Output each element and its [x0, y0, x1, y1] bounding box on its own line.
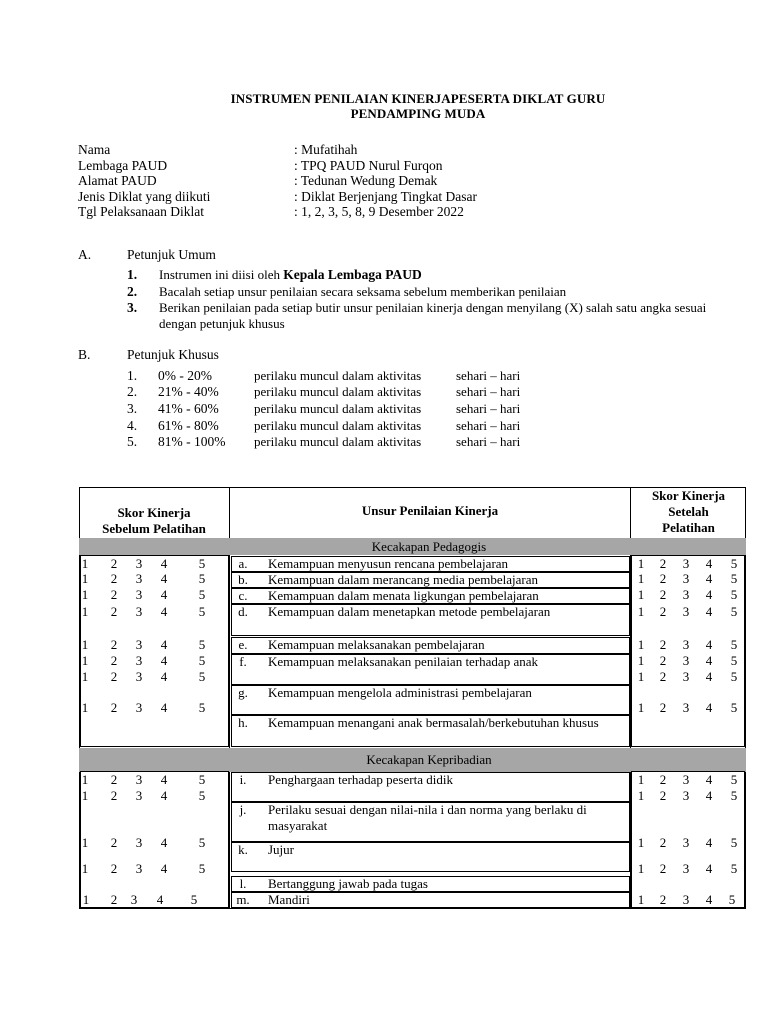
- score-option[interactable]: 1: [81, 669, 89, 684]
- item-letter: f.: [239, 654, 247, 669]
- score-option[interactable]: 3: [135, 700, 143, 715]
- item-letter: a.: [238, 556, 248, 571]
- item-text: Perilaku sesuai dengan nilai-nila i dan norma yang berlaku di masyarakat: [268, 802, 587, 833]
- score-option[interactable]: 4: [160, 587, 168, 602]
- score-option[interactable]: 5: [198, 669, 206, 684]
- item-letter: l.: [239, 876, 247, 891]
- score-option[interactable]: 3: [682, 772, 690, 787]
- item-text: Mandiri: [268, 892, 310, 907]
- score-option[interactable]: 1: [637, 604, 645, 619]
- score-option[interactable]: 5: [730, 556, 738, 571]
- score-option[interactable]: 2: [110, 835, 118, 850]
- score-option[interactable]: 5: [198, 861, 206, 876]
- score-option[interactable]: 2: [659, 892, 667, 907]
- score-option[interactable]: 1: [81, 772, 89, 787]
- score-option[interactable]: 1: [637, 892, 645, 907]
- header-line: Skor Kinerja: [651, 488, 726, 503]
- item-number: 2.: [127, 384, 138, 399]
- score-option[interactable]: 3: [135, 669, 143, 684]
- header-line: Skor Kinerja: [117, 505, 191, 520]
- score-after-row: [79, 772, 746, 788]
- item-letter: b.: [238, 572, 248, 587]
- item-description: perilaku muncul dalam aktivitas: [254, 401, 422, 416]
- score-option[interactable]: 3: [135, 835, 143, 850]
- assessment-table: [79, 487, 746, 909]
- score-option[interactable]: 2: [110, 788, 118, 803]
- score-option[interactable]: 4: [705, 556, 713, 571]
- item-text: Penghargaan terhadap peserta didik: [268, 772, 453, 787]
- score-option[interactable]: 3: [135, 861, 143, 876]
- score-option[interactable]: 2: [659, 669, 667, 684]
- score-option[interactable]: 1: [637, 835, 645, 850]
- score-option[interactable]: 1: [81, 861, 89, 876]
- score-option[interactable]: 2: [110, 772, 118, 787]
- score-option[interactable]: 3: [135, 604, 143, 619]
- category-row-pedagogis: [79, 538, 746, 555]
- item-frequency: sehari – hari: [456, 434, 521, 449]
- item-letter: e.: [238, 637, 248, 652]
- header-before-training: [79, 505, 229, 537]
- score-after-row: [79, 892, 746, 908]
- score-after-row: [79, 669, 746, 685]
- score-option[interactable]: 1: [81, 604, 89, 619]
- score-option[interactable]: 2: [659, 835, 667, 850]
- item-description: perilaku muncul dalam aktivitas: [254, 368, 422, 383]
- score-option[interactable]: 3: [682, 700, 690, 715]
- score-option[interactable]: 4: [160, 700, 168, 715]
- score-option[interactable]: 4: [705, 835, 713, 850]
- score-after-row: [79, 788, 746, 804]
- item-letter: g.: [238, 685, 248, 700]
- score-option[interactable]: 1: [81, 835, 89, 850]
- info-value: : 1, 2, 3, 5, 8, 9 Desember 2022: [294, 204, 464, 219]
- score-option[interactable]: 5: [730, 604, 738, 619]
- score-after-row: [79, 556, 746, 572]
- score-option[interactable]: 2: [659, 653, 667, 668]
- score-option[interactable]: 3: [135, 587, 143, 602]
- item-text: Kemampuan melaksanakan pembelajaran: [268, 637, 485, 652]
- percent-range: 0% - 20%: [158, 368, 212, 383]
- score-option[interactable]: 4: [705, 788, 713, 803]
- score-option[interactable]: 1: [637, 587, 645, 602]
- score-option[interactable]: 4: [705, 604, 713, 619]
- info-label: Jenis Diklat yang diikuti: [78, 189, 211, 204]
- score-option[interactable]: 5: [198, 835, 206, 850]
- score-option[interactable]: 4: [705, 637, 713, 652]
- info-label: Tgl Pelaksanaan Diklat: [78, 204, 204, 219]
- score-option[interactable]: 4: [160, 637, 168, 652]
- score-option[interactable]: 5: [198, 587, 206, 602]
- score-option[interactable]: 1: [637, 653, 645, 668]
- item-text: Kemampuan menangani anak bermasalah/berkebutuhan khusus: [268, 715, 599, 730]
- category-label: Kecakapan Kepribadian: [366, 752, 492, 767]
- score-option[interactable]: 4: [160, 556, 168, 571]
- item-frequency: sehari – hari: [456, 418, 521, 433]
- score-option[interactable]: 5: [730, 700, 738, 715]
- score-option[interactable]: 2: [659, 861, 667, 876]
- item-number: 2.: [127, 284, 138, 299]
- score-option[interactable]: 4: [160, 653, 168, 668]
- header-assessment-element: Unsur Penilaian Kinerja: [361, 503, 499, 518]
- item-number: 3.: [127, 300, 138, 315]
- score-option[interactable]: 3: [682, 861, 690, 876]
- score-option[interactable]: 5: [730, 637, 738, 652]
- score-option[interactable]: 5: [730, 571, 738, 586]
- item-text: Berikan penilaian pada setiap butir unsur penilaian kinerja dengan menyilang (X) salah satu angka sesuai dengan petunjuk khusus: [159, 300, 707, 331]
- score-option[interactable]: 3: [135, 556, 143, 571]
- score-after-row: [79, 653, 746, 669]
- score-option[interactable]: 4: [160, 772, 168, 787]
- score-after-row: [79, 861, 746, 877]
- info-label: Alamat PAUD: [78, 173, 157, 188]
- document-title-line2: PENDAMPING MUDA: [350, 106, 486, 121]
- score-option[interactable]: 1: [81, 637, 89, 652]
- score-option[interactable]: 4: [160, 669, 168, 684]
- score-option[interactable]: 3: [682, 835, 690, 850]
- score-option[interactable]: 4: [160, 604, 168, 619]
- score-after-row: [79, 571, 746, 587]
- score-option[interactable]: 5: [730, 835, 738, 850]
- category-row-kepribadian: [79, 748, 746, 772]
- score-option[interactable]: 1: [637, 772, 645, 787]
- percent-range: 81% - 100%: [158, 434, 226, 449]
- score-option[interactable]: 1: [637, 669, 645, 684]
- score-option[interactable]: 2: [110, 637, 118, 652]
- item-letter: i.: [239, 772, 247, 787]
- score-option[interactable]: 4: [705, 700, 713, 715]
- score-option[interactable]: 1: [637, 571, 645, 586]
- score-option[interactable]: 2: [110, 587, 118, 602]
- score-option[interactable]: 3: [682, 637, 690, 652]
- score-option[interactable]: 1: [81, 700, 89, 715]
- item-frequency: sehari – hari: [456, 368, 521, 383]
- score-option[interactable]: 5: [730, 587, 738, 602]
- score-option[interactable]: 4: [705, 772, 713, 787]
- score-option[interactable]: 1: [81, 571, 89, 586]
- score-option[interactable]: 1: [637, 556, 645, 571]
- item-letter: h.: [238, 715, 248, 730]
- score-option[interactable]: 1: [81, 653, 89, 668]
- info-label: Lembaga PAUD: [78, 158, 168, 173]
- item-text: Kemampuan dalam menetapkan metode pembelajaran: [268, 604, 551, 619]
- score-option[interactable]: 3: [682, 556, 690, 571]
- header-after-training: [631, 488, 746, 536]
- score-option[interactable]: 3: [135, 772, 143, 787]
- score-option[interactable]: 2: [110, 700, 118, 715]
- item-text: Kemampuan dalam menata ligkungan pembelajaran: [268, 588, 539, 603]
- score-option[interactable]: 5: [198, 571, 206, 586]
- score-option[interactable]: 3: [682, 653, 690, 668]
- score-option[interactable]: 2: [659, 587, 667, 602]
- score-option[interactable]: 5: [198, 772, 206, 787]
- item-description: perilaku muncul dalam aktivitas: [254, 384, 422, 399]
- item-number: 5.: [127, 434, 138, 449]
- score-option[interactable]: 2: [659, 788, 667, 803]
- item-frequency: sehari – hari: [456, 384, 521, 399]
- item-letter: j.: [239, 802, 247, 817]
- score-option[interactable]: 2: [110, 892, 118, 907]
- score-option[interactable]: 3: [135, 637, 143, 652]
- score-after-row: [79, 835, 746, 851]
- score-option[interactable]: 3: [130, 892, 138, 907]
- score-after-row: [79, 637, 746, 653]
- score-option[interactable]: 2: [659, 772, 667, 787]
- item-number: 3.: [127, 401, 138, 416]
- score-option[interactable]: 3: [135, 653, 143, 668]
- item-letter: d.: [238, 604, 248, 619]
- item-description: perilaku muncul dalam aktivitas: [254, 418, 422, 433]
- score-option[interactable]: 2: [659, 571, 667, 586]
- item-text: Bertanggung jawab pada tugas: [268, 876, 428, 891]
- score-option[interactable]: 2: [110, 571, 118, 586]
- item-text: Kemampuan mengelola administrasi pembelajaran: [268, 685, 532, 700]
- score-option[interactable]: 2: [110, 604, 118, 619]
- score-option[interactable]: 5: [198, 556, 206, 571]
- score-option[interactable]: 2: [659, 604, 667, 619]
- category-label: Kecakapan Pedagogis: [371, 539, 487, 554]
- score-option[interactable]: 1: [81, 788, 89, 803]
- score-option[interactable]: 1: [82, 892, 90, 907]
- score-option[interactable]: 4: [705, 669, 713, 684]
- score-option[interactable]: 2: [110, 556, 118, 571]
- item-text: Jujur: [268, 842, 294, 857]
- header-line: Sebelum Pelatihan: [102, 521, 206, 536]
- score-option[interactable]: 4: [160, 861, 168, 876]
- score-option[interactable]: 2: [110, 653, 118, 668]
- score-option[interactable]: 3: [135, 788, 143, 803]
- item-text: Kemampuan dalam merancang media pembelajaran: [268, 572, 538, 587]
- score-option[interactable]: 2: [659, 637, 667, 652]
- item-number: 1.: [127, 267, 138, 282]
- score-option[interactable]: 5: [198, 700, 206, 715]
- item-number: 4.: [127, 418, 138, 433]
- section-a-title: Petunjuk Umum: [127, 247, 216, 262]
- score-option[interactable]: 1: [81, 556, 89, 571]
- score-option[interactable]: 5: [730, 788, 738, 803]
- score-option[interactable]: 4: [705, 587, 713, 602]
- score-option[interactable]: 2: [659, 556, 667, 571]
- info-value: : Diklat Berjenjang Tingkat Dasar: [294, 189, 477, 204]
- score-option[interactable]: 4: [160, 788, 168, 803]
- score-after-row: [79, 700, 746, 716]
- score-after-row: [79, 587, 746, 603]
- score-option[interactable]: 2: [110, 861, 118, 876]
- header-line: Pelatihan: [662, 520, 715, 535]
- percent-range: 41% - 60%: [158, 401, 219, 416]
- score-option[interactable]: 4: [705, 892, 713, 907]
- score-option[interactable]: 4: [160, 571, 168, 586]
- item-text: Kemampuan melaksanakan penilaian terhadap anak: [268, 654, 538, 669]
- document-title-line1: INSTRUMEN PENILAIAN KINERJAPESERTA DIKLAT GURU: [230, 91, 606, 106]
- info-value: : TPQ PAUD Nurul Furqon: [294, 158, 443, 173]
- item-letter: c.: [238, 588, 248, 603]
- info-value: : Mufatihah: [294, 142, 358, 157]
- score-option[interactable]: 5: [198, 637, 206, 652]
- percent-range: 61% - 80%: [158, 418, 219, 433]
- score-option[interactable]: 1: [637, 637, 645, 652]
- score-option[interactable]: 3: [682, 604, 690, 619]
- score-option[interactable]: 5: [730, 669, 738, 684]
- score-option[interactable]: 4: [705, 861, 713, 876]
- info-label: Nama: [78, 142, 111, 157]
- score-option[interactable]: 4: [705, 653, 713, 668]
- section-a-letter: A.: [78, 247, 92, 262]
- score-option[interactable]: 1: [81, 587, 89, 602]
- item-text: Instrumen ini diisi oleh Kepala Lembaga PAUD: [159, 267, 422, 282]
- item-letter: m.: [236, 892, 250, 907]
- table-border: [79, 908, 746, 909]
- score-option[interactable]: 5: [730, 772, 738, 787]
- score-option[interactable]: 5: [190, 892, 198, 907]
- item-bold-text: Kepala Lembaga PAUD: [283, 267, 422, 282]
- score-option[interactable]: 5: [198, 788, 206, 803]
- score-option[interactable]: 3: [682, 788, 690, 803]
- item-text: Kemampuan menyusun rencana pembelajaran: [268, 556, 509, 571]
- score-option[interactable]: 5: [730, 861, 738, 876]
- item-frequency: sehari – hari: [456, 401, 521, 416]
- score-option[interactable]: 3: [135, 571, 143, 586]
- item-letter: k.: [238, 842, 248, 857]
- score-option[interactable]: 4: [705, 571, 713, 586]
- score-option[interactable]: 3: [682, 587, 690, 602]
- score-option[interactable]: 3: [682, 669, 690, 684]
- item-text: Bacalah setiap unsur penilaian secara seksama sebelum memberikan penilaian: [159, 284, 567, 299]
- score-option[interactable]: 1: [637, 861, 645, 876]
- score-option[interactable]: 2: [110, 669, 118, 684]
- score-option[interactable]: 5: [198, 653, 206, 668]
- score-option[interactable]: 5: [728, 892, 736, 907]
- score-after-row: [79, 604, 746, 620]
- score-option[interactable]: 1: [637, 788, 645, 803]
- score-option[interactable]: 3: [682, 571, 690, 586]
- score-option[interactable]: 4: [160, 835, 168, 850]
- score-option[interactable]: 1: [637, 700, 645, 715]
- item-description: perilaku muncul dalam aktivitas: [254, 434, 422, 449]
- section-b-title: Petunjuk Khusus: [127, 347, 219, 362]
- header-line: Setelah: [668, 504, 709, 519]
- score-option[interactable]: 5: [198, 604, 206, 619]
- score-option[interactable]: 2: [659, 700, 667, 715]
- info-value: : Tedunan Wedung Demak: [294, 173, 438, 188]
- item-number: 1.: [127, 368, 138, 383]
- section-b-letter: B.: [78, 347, 91, 362]
- score-option[interactable]: 4: [156, 892, 164, 907]
- score-option[interactable]: 5: [730, 653, 738, 668]
- score-option[interactable]: 3: [682, 892, 690, 907]
- percent-range: 21% - 40%: [158, 384, 219, 399]
